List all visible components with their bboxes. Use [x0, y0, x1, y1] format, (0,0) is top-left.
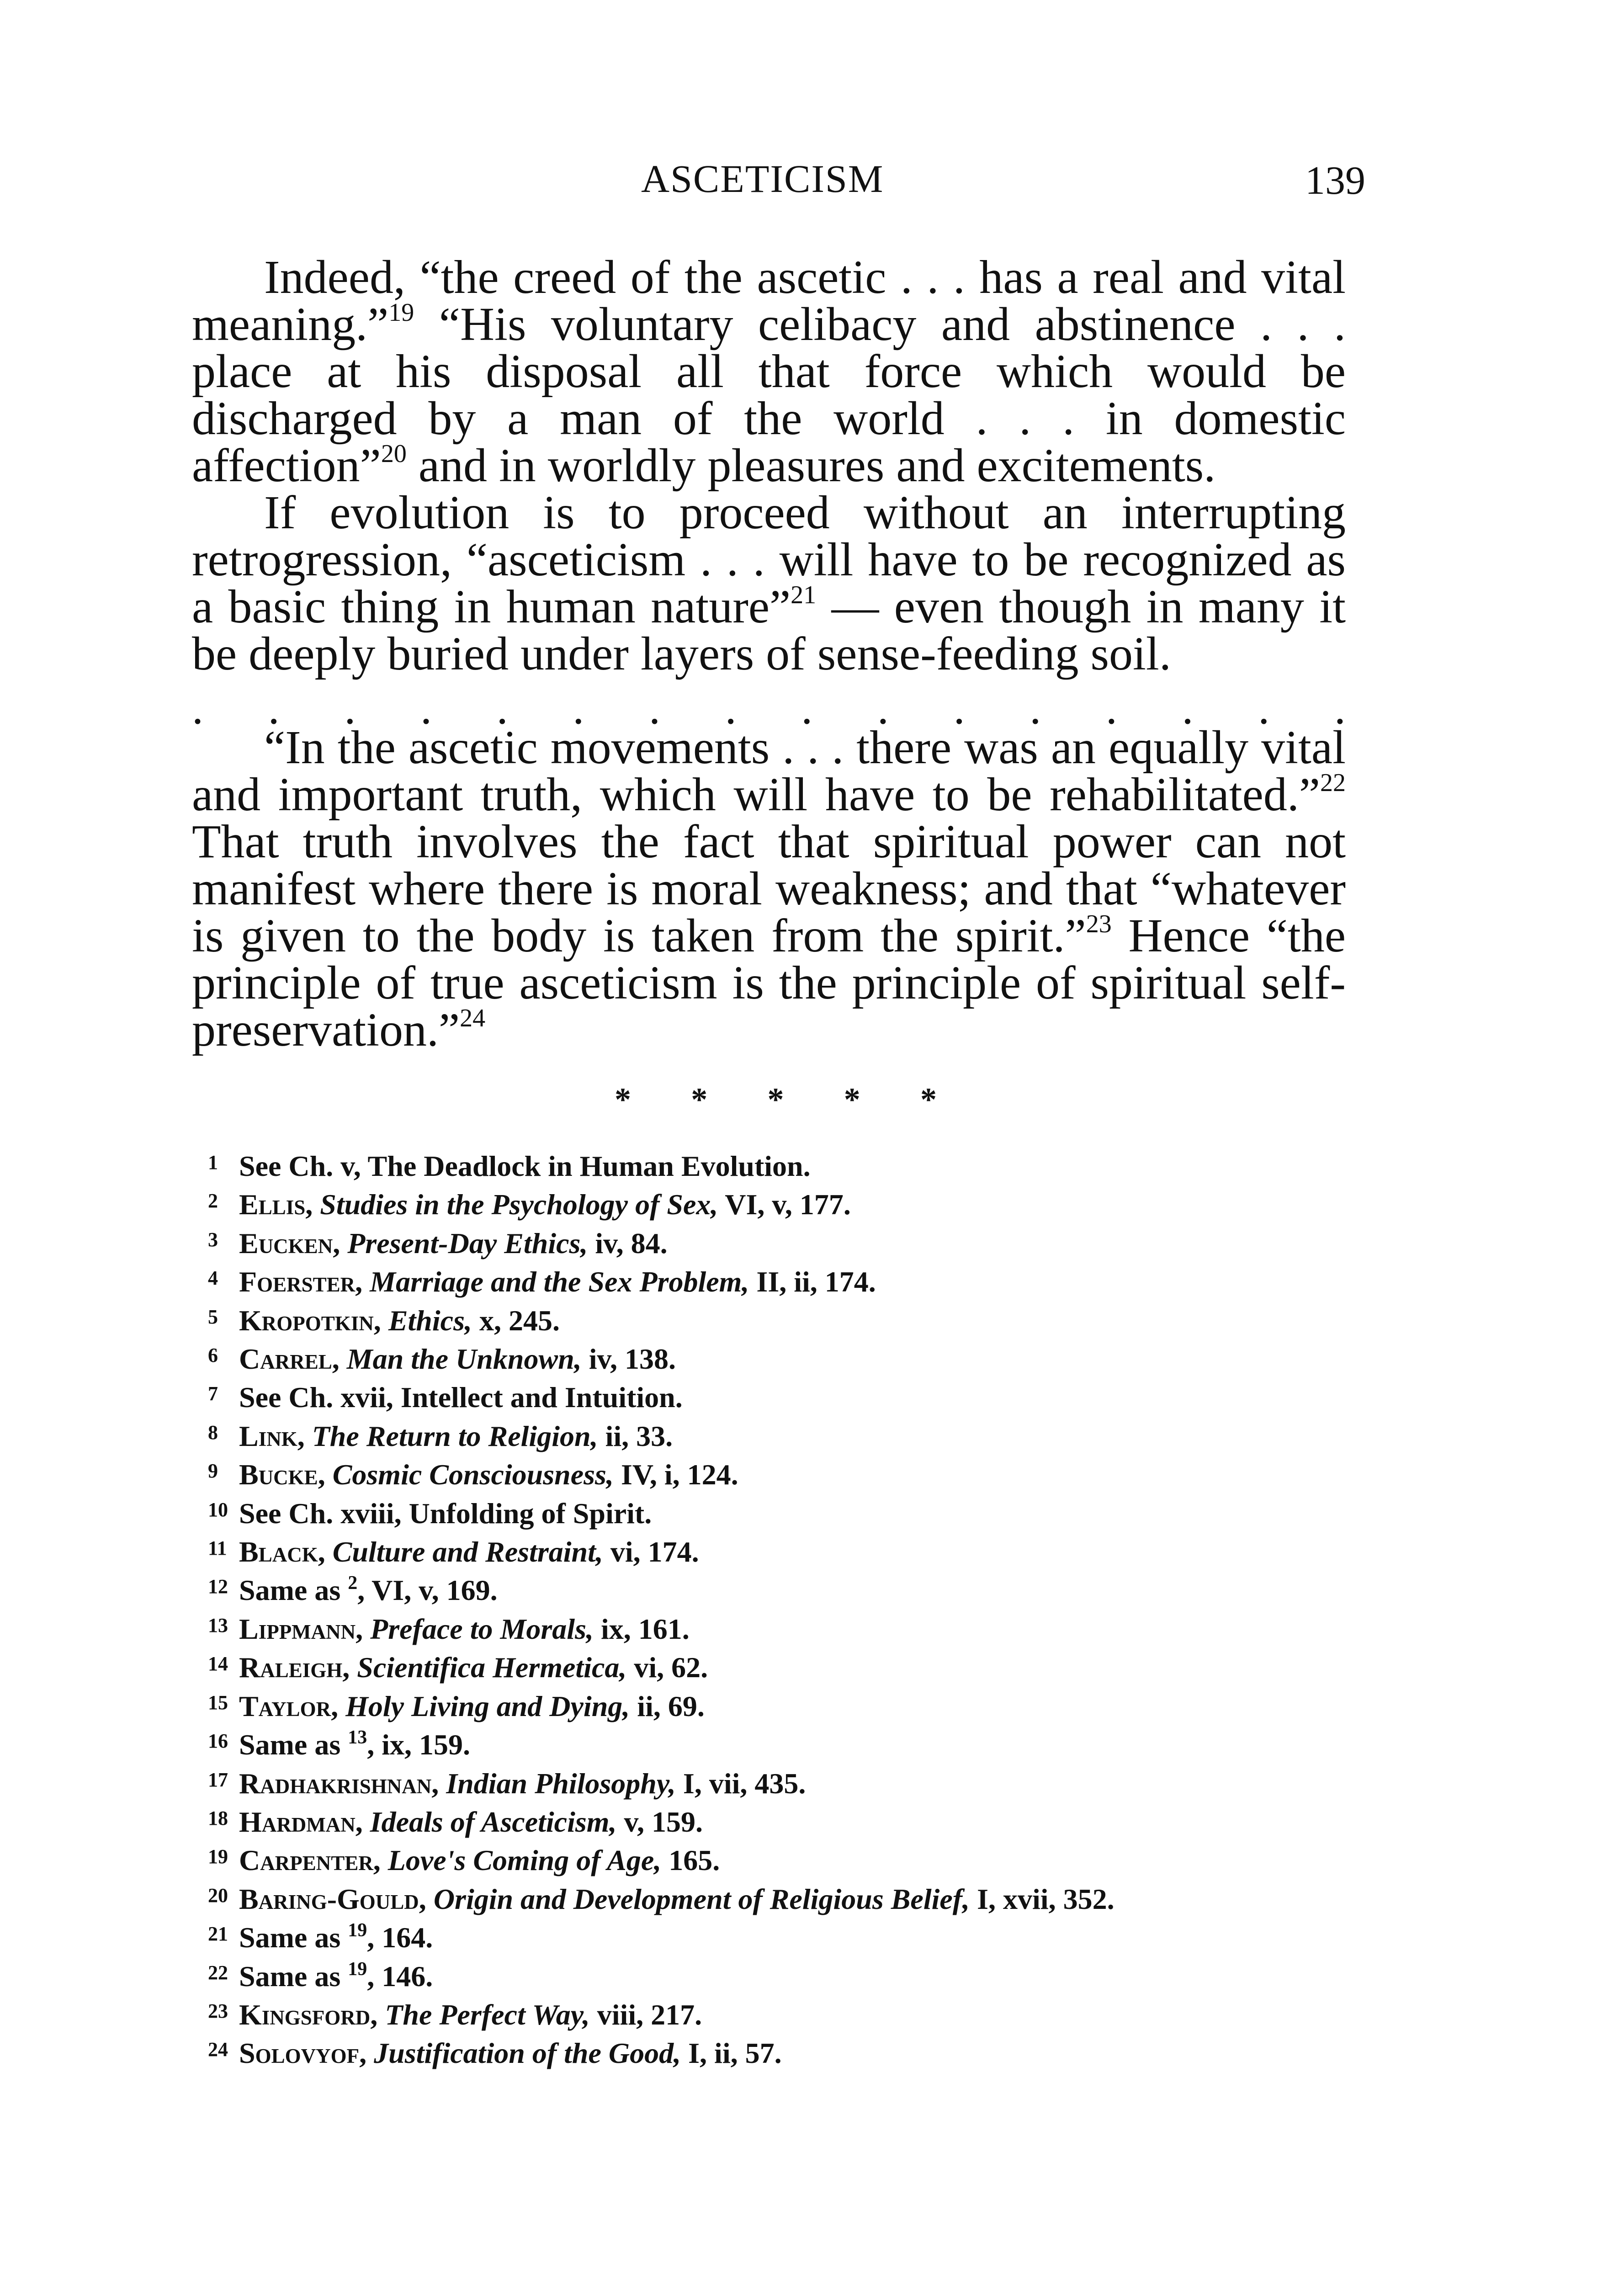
- footnote-location: , 146.: [367, 1960, 433, 1993]
- footnote-text: Same as: [239, 1574, 341, 1607]
- footnote-ref-23[interactable]: 23: [1086, 910, 1112, 938]
- footnote-number: 13: [208, 1614, 228, 1637]
- footnote-number: 3: [208, 1228, 218, 1251]
- footnote-title: The Perfect Way,: [385, 1998, 590, 2031]
- footnote-location: 165.: [669, 1844, 720, 1877]
- footnote-title: Studies in the Psychology of Sex,: [320, 1188, 718, 1221]
- paragraph-1-text-b: “His voluntary celibacy and abstinence . . . place at his disposal all that force which would be discharged by a man of the world . . . in domestic affection”: [192, 298, 1346, 492]
- footnote-title: Indian Philosophy,: [446, 1767, 676, 1800]
- footnote-ref-20[interactable]: 20: [381, 440, 407, 468]
- footnote-author: Kingsford,: [239, 1998, 378, 2031]
- ellipsis-dot: .: [1334, 683, 1346, 733]
- footnote-location: iv, 138.: [589, 1343, 676, 1376]
- footnote-author: Carpenter,: [239, 1844, 381, 1877]
- footnote-cross-ref: 19: [348, 1958, 367, 1980]
- footnote-title: Love's Coming of Age,: [387, 1844, 662, 1877]
- footnote-location: , VI, v, 169.: [357, 1574, 498, 1607]
- footnote-title: Scientifica Hermetica,: [357, 1651, 627, 1684]
- footnote-12: [208, 1571, 1327, 1610]
- footnote-text: See Ch. xviii, Unfolding of Spirit.: [239, 1497, 652, 1530]
- star-ornament: *: [691, 1081, 708, 1118]
- footnote-title: Preface to Morals,: [370, 1612, 594, 1645]
- footnote-22: [208, 1957, 1327, 1996]
- footnote-number: 6: [208, 1344, 218, 1367]
- footnote-number: 1: [208, 1151, 218, 1174]
- paragraph-3-text-b: That truth involves the fact that spiritual power can not manifest where there is moral weakness; and that “whatever is given to the body is taken from the spirit.”: [192, 815, 1346, 962]
- footnote-author: Baring-Gould,: [239, 1882, 426, 1915]
- footnote-4: [208, 1263, 1327, 1301]
- footnote-cross-ref: 13: [348, 1727, 367, 1748]
- paragraph-1-text-a: Indeed, “the creed of the ascetic . . . has a real and vital meaning.”: [192, 251, 1346, 351]
- footnote-text: See Ch. v, The Deadlock in Human Evolution.: [239, 1150, 811, 1182]
- paragraph-2-text-b: — even though in many it be deeply buried under layers of sense-feeding soil.: [192, 580, 1346, 680]
- ellipsis-dot: .: [344, 683, 356, 733]
- footnote-16: [208, 1726, 1327, 1764]
- footnote-number: 18: [208, 1807, 228, 1829]
- footnote-text: Same as: [239, 1728, 341, 1761]
- footnote-location: ii, 33.: [605, 1419, 673, 1452]
- footnote-number: 22: [208, 1961, 228, 1984]
- footnote-24: [208, 2034, 1327, 2072]
- footnote-title: Ideals of Asceticism,: [370, 1805, 617, 1838]
- footnote-number: 8: [208, 1421, 218, 1444]
- footnote-11: [208, 1533, 1327, 1571]
- footnote-ref-22[interactable]: 22: [1320, 769, 1346, 797]
- footnote-number: 4: [208, 1267, 218, 1290]
- footnote-author: Solovyof,: [239, 2037, 367, 2070]
- footnote-author: Black,: [239, 1536, 325, 1568]
- footnotes-list: [208, 1147, 1327, 2073]
- footnote-author: Bucke,: [239, 1458, 325, 1491]
- footnote-author: Foerster,: [239, 1265, 363, 1298]
- footnote-location: VI, v, 177.: [725, 1188, 851, 1221]
- footnote-location: I, xvii, 352.: [977, 1882, 1115, 1915]
- footnote-location: ii, 69.: [637, 1690, 705, 1722]
- footnote-13: [208, 1610, 1327, 1648]
- footnote-location: vi, 62.: [634, 1651, 708, 1684]
- footnote-title: Cosmic Consciousness,: [332, 1458, 614, 1491]
- footnote-number: 5: [208, 1305, 218, 1328]
- ellipsis-dot: .: [420, 683, 432, 733]
- footnote-location: , 164.: [367, 1921, 433, 1954]
- footnote-author: Kropotkin,: [239, 1304, 381, 1337]
- ellipsis-dot: .: [1182, 683, 1194, 733]
- ellipsis-dot: .: [1258, 683, 1270, 733]
- footnote-19: [208, 1841, 1327, 1880]
- footnote-14: [208, 1648, 1327, 1687]
- footnote-number: 10: [208, 1498, 228, 1521]
- main-text-block-2: [192, 721, 1346, 1056]
- footnote-2: [208, 1185, 1327, 1224]
- footnote-title: Origin and Development of Religious Belief,: [433, 1882, 970, 1915]
- ellipsis-dot: .: [268, 683, 280, 733]
- footnote-number: 2: [208, 1190, 218, 1212]
- running-title: ASCETICISM: [641, 157, 884, 201]
- footnote-3: [208, 1224, 1327, 1263]
- paragraph-3-text-c: Hence “the principle of true asceticism is the principle of spiritual self-preservation.”: [192, 909, 1346, 1056]
- ellipsis-dot: .: [1030, 683, 1041, 733]
- footnote-6: [208, 1340, 1327, 1378]
- footnote-location: iv, 84.: [595, 1227, 668, 1259]
- footnote-location: IV, i, 124.: [621, 1458, 738, 1491]
- footnote-title: Culture and Restraint,: [332, 1536, 603, 1568]
- main-text-block-1: [192, 251, 1346, 680]
- paragraph-1-text-c: and in worldly pleasures and excitements.: [406, 439, 1216, 492]
- footnote-number: 15: [208, 1691, 228, 1714]
- footnote-title: The Return to Religion,: [312, 1419, 598, 1452]
- footnote-23: [208, 1996, 1327, 2034]
- footnote-author: Radhakrishnan,: [239, 1767, 439, 1800]
- footnote-title: Marriage and the Sex Problem,: [370, 1265, 749, 1298]
- footnote-18: [208, 1803, 1327, 1841]
- footnote-ref-19[interactable]: 19: [388, 298, 414, 327]
- footnote-title: Holy Living and Dying,: [345, 1690, 630, 1722]
- paragraph-3: [192, 721, 1346, 1056]
- footnote-location: , ix, 159.: [367, 1728, 470, 1761]
- footnote-10: [208, 1494, 1327, 1533]
- ellipsis-dot: .: [192, 683, 203, 733]
- footnote-location: viii, 217.: [597, 1998, 702, 2031]
- section-break-stars: [615, 1083, 937, 1116]
- footnote-author: Eucken,: [239, 1227, 340, 1259]
- ellipsis-dot: .: [1105, 683, 1117, 733]
- footnote-author: Link,: [239, 1419, 305, 1452]
- footnote-7: [208, 1378, 1327, 1417]
- footnote-9: [208, 1456, 1327, 1494]
- footnote-number: 17: [208, 1768, 228, 1791]
- ellipsis-dot: .: [648, 683, 660, 733]
- ellipsis-dot: .: [725, 683, 737, 733]
- footnote-title: Justification of the Good,: [374, 2037, 681, 2070]
- footnote-ref-24[interactable]: 24: [460, 1004, 486, 1032]
- paragraph-2: [192, 486, 1346, 680]
- footnote-21: [208, 1918, 1327, 1957]
- footnote-number: 21: [208, 1923, 228, 1945]
- footnote-number: 7: [208, 1382, 218, 1405]
- footnote-text: Same as: [239, 1960, 341, 1993]
- footnote-text: Same as: [239, 1921, 341, 1954]
- ellipsis-dot: .: [801, 683, 813, 733]
- ellipsis-dot: .: [573, 683, 584, 733]
- footnote-number: 9: [208, 1460, 218, 1483]
- footnote-number: 24: [208, 2038, 228, 2061]
- star-ornament: *: [615, 1081, 631, 1118]
- footnote-text: See Ch. xvii, Intellect and Intuition.: [239, 1381, 683, 1414]
- star-ornament: *: [920, 1081, 937, 1118]
- star-ornament: *: [767, 1081, 784, 1118]
- ellipsis-dot: .: [953, 683, 965, 733]
- footnote-number: 23: [208, 1999, 228, 2022]
- footnote-author: Raleigh,: [239, 1651, 350, 1684]
- footnote-17: [208, 1764, 1327, 1803]
- footnote-5: [208, 1302, 1327, 1340]
- page-number: 139: [1305, 159, 1365, 203]
- footnote-author: Carrel,: [239, 1343, 340, 1376]
- footnote-number: 14: [208, 1653, 228, 1675]
- footnote-20: [208, 1880, 1327, 1918]
- footnote-author: Ellis,: [239, 1188, 313, 1221]
- footnote-cross-ref: 19: [348, 1920, 367, 1941]
- footnote-number: 11: [208, 1537, 227, 1560]
- paragraph-2-text-a: If evolution is to proceed without an interrupting retrogression, “asceticism . . . will have to be recognized as a basic thing in human nature”: [192, 486, 1346, 633]
- footnote-1: [208, 1147, 1327, 1185]
- footnote-location: vi, 174.: [610, 1536, 699, 1568]
- footnote-location: I, vii, 435.: [683, 1767, 806, 1800]
- footnote-author: Lippmann,: [239, 1612, 363, 1645]
- footnote-location: I, ii, 57.: [688, 2037, 782, 2070]
- footnote-ref-21[interactable]: 21: [791, 581, 817, 609]
- footnote-cross-ref: 2: [348, 1573, 358, 1594]
- star-ornament: *: [844, 1081, 860, 1118]
- ellipsis-dot: .: [877, 683, 889, 733]
- footnote-15: [208, 1687, 1327, 1726]
- footnote-title: Present-Day Ethics,: [347, 1227, 588, 1259]
- footnote-number: 19: [208, 1845, 228, 1868]
- footnote-number: 20: [208, 1884, 228, 1907]
- footnote-title: Man the Unknown,: [346, 1343, 582, 1376]
- ellipsis-dot: .: [496, 683, 508, 733]
- footnote-number: 16: [208, 1730, 228, 1753]
- paragraph-3-text-a: “In the ascetic movements . . . there was an equally vital and important truth, which will have to be rehabilitated.”: [192, 721, 1346, 821]
- footnote-location: x, 245.: [479, 1304, 560, 1337]
- footnote-location: II, ii, 174.: [756, 1265, 876, 1298]
- footnote-number: 12: [208, 1575, 228, 1598]
- footnote-author: Hardman,: [239, 1805, 363, 1838]
- footnote-author: Taylor,: [239, 1690, 339, 1722]
- footnote-location: v, 159.: [624, 1805, 703, 1838]
- paragraph-1: [192, 251, 1346, 492]
- footnote-location: ix, 161.: [600, 1612, 690, 1645]
- footnote-8: [208, 1417, 1327, 1456]
- footnote-title: Ethics,: [388, 1304, 472, 1337]
